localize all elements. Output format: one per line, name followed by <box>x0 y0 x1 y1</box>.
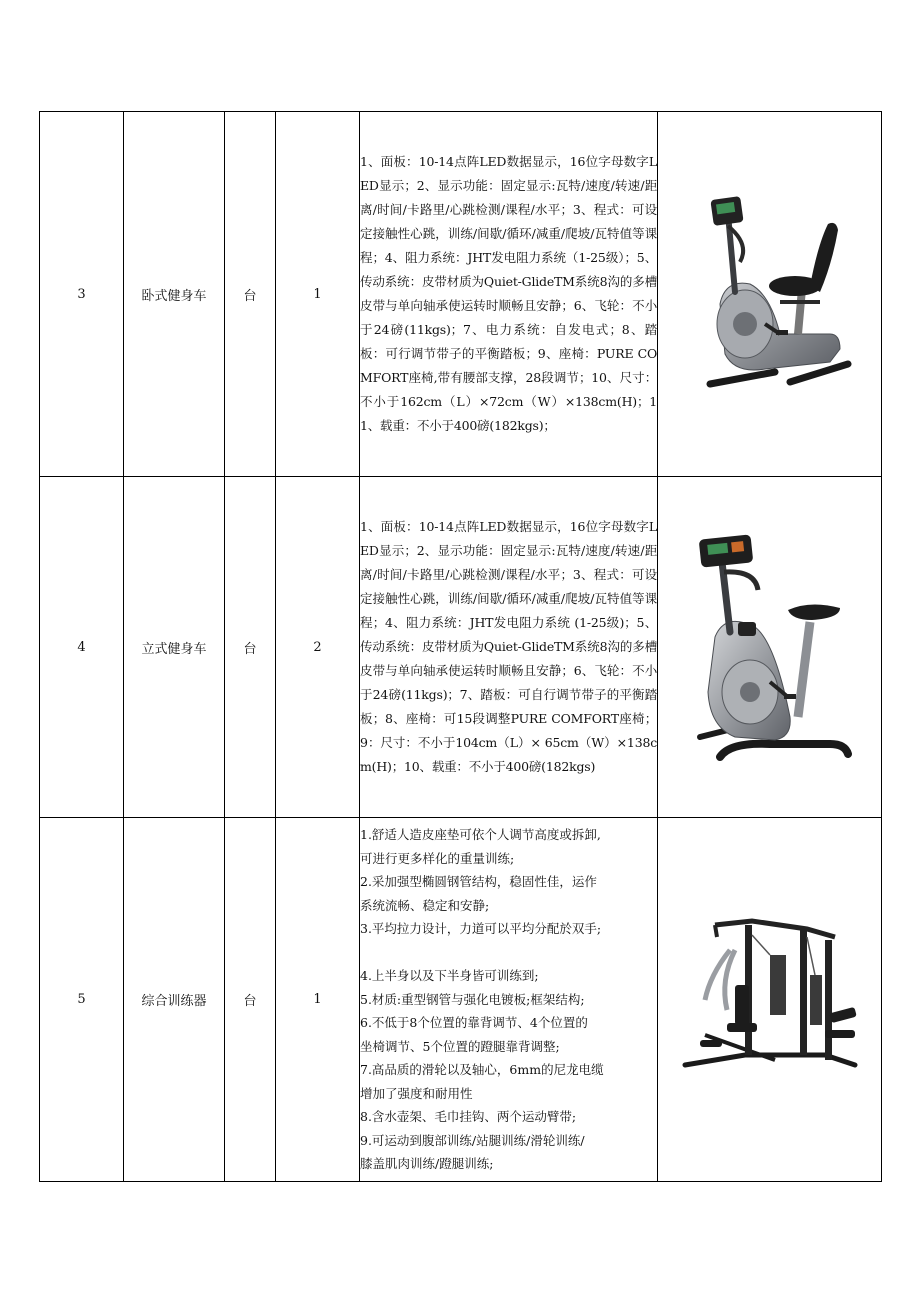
unit: 台 <box>225 112 276 477</box>
equipment-name: 综合训练器 <box>124 818 225 1182</box>
image-cell <box>658 818 882 1182</box>
quantity: 1 <box>276 112 360 477</box>
spec-line: 膝盖肌肉训练/蹬腿训练; <box>360 1156 494 1172</box>
quantity: 2 <box>276 477 360 818</box>
row-number: 4 <box>40 477 124 818</box>
equipment-spec-table <box>39 111 882 1182</box>
unit: 台 <box>225 477 276 818</box>
row-number: 3 <box>40 112 124 477</box>
upright-bike-icon <box>680 522 860 772</box>
table-row <box>40 112 882 477</box>
spec-text: 1、面板：10-14点阵LED数据显示，16位字母数字LED显示；2、显示功能：固定显示:瓦特/速度/转速/距离/时间/卡路里/心跳检测/课程/水平；3、程式：可设定接触性心跳，训练/间歇/循环/减重/爬坡/瓦特值等课程；4、阻力系统：JHT发电阻力系统（1-25级）；5、传动系统：皮带材质为Quiet-GlideTM系统8沟的多槽皮带与单向轴承使运转时顺畅且安静；6、飞轮：不小于24磅(11kgs)；7、电力系统：自发电式；8、踏板：可行调节带子的平衡踏板；9、座椅：PURE COMFORT座椅,带有腰部支撑，28段调节；10、尺寸：不小于162cm（L）×72cm（W）×138cm(H)；11、载重：不小于400磅(182kgs)； <box>360 154 657 433</box>
recumbent-bike-icon <box>680 184 860 404</box>
row-number: 5 <box>40 818 124 1182</box>
multi-gym-icon <box>675 915 865 1085</box>
spec-cell <box>360 112 658 477</box>
spec-line: 可进行更多样化的重量训练; <box>360 850 515 866</box>
quantity: 1 <box>276 818 360 1182</box>
spec-text: 1、面板：10-14点阵LED数据显示，16位字母数字LED显示；2、显示功能：固定显示:瓦特/速度/转速/距离/时间/卡路里/心跳检测/课程/水平；3、程式：可设定接触性心跳，训练/间歇/循环/减重/爬坡/瓦特值等课程；4、阻力系统：JHT发电阻力系统 (1-25级)；5、传动系统：皮带材质为Quiet-GlideTM系统8沟的多槽皮带与单向轴承使运转时顺畅且安静；6、飞轮：不小于24磅(11kgs)；7、踏板：可自行调节带子的平衡踏板；8、座椅：可15段调整PURE COMFORT座椅；9：尺寸：不小于104cm（L）× 65cm（W）×138cm(H)；10、载重：不小于400磅(182kgs) <box>360 519 657 774</box>
spec-line: 系统流畅、稳定和安静; <box>360 897 490 913</box>
spec-line <box>360 941 657 965</box>
spec-line: 坐椅调节、5个位置的蹬腿靠背调整; <box>360 1038 560 1054</box>
spec-line: 4.上半身以及下半身皆可训练到; <box>360 968 539 984</box>
spec-cell <box>360 818 658 1182</box>
spec-line: 8.含水壶架、毛巾挂钩、两个运动臂带; <box>360 1109 577 1125</box>
image-cell <box>658 112 882 477</box>
spec-line: 5.材质:重型钢管与强化电镀板;框架结构; <box>360 991 585 1007</box>
spec-line: 2.采加强型椭圆钢管结构，稳固性佳，运作 <box>360 874 597 890</box>
table-row <box>40 818 882 1182</box>
spec-line: 9.可运动到腹部训练/站腿训练/滑轮训练/ <box>360 1132 585 1148</box>
spec-line: 6.不低于8个位置的靠背调节、4个位置的 <box>360 1015 588 1031</box>
equipment-name: 卧式健身车 <box>124 112 225 477</box>
spec-line: 1.舒适人造皮座垫可依个人调节高度或拆卸, <box>360 827 601 843</box>
unit: 台 <box>225 818 276 1182</box>
spec-cell <box>360 477 658 818</box>
image-cell <box>658 477 882 818</box>
spec-line: 3.平均拉力设计，力道可以平均分配於双手; <box>360 921 602 937</box>
spec-line: 7.高品质的滑轮以及轴心，6mm的尼龙电缆 <box>360 1062 604 1078</box>
equipment-name: 立式健身车 <box>124 477 225 818</box>
table-row <box>40 477 882 818</box>
spec-line: 增加了强度和耐用性 <box>360 1085 473 1101</box>
